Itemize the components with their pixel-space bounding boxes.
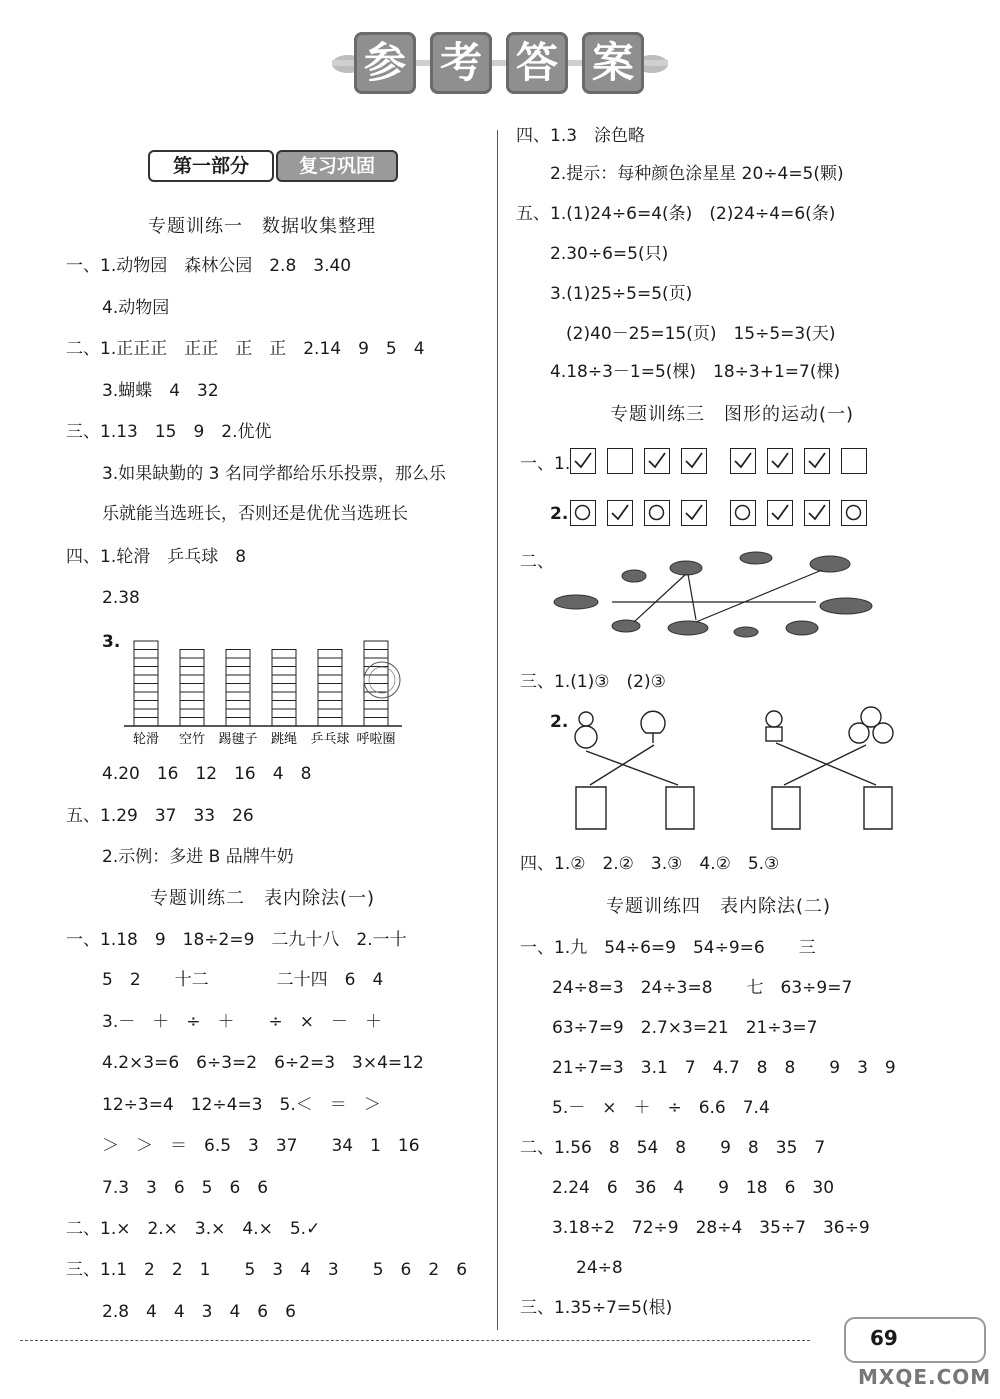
empty-box-icon bbox=[841, 448, 867, 474]
check-box-icon bbox=[804, 448, 830, 474]
bar-乒乓球 bbox=[318, 650, 342, 727]
shape-card-icon bbox=[772, 787, 800, 829]
bar-轮滑 bbox=[134, 641, 158, 726]
title-char-4: 案 bbox=[582, 32, 644, 94]
answer-line: 五、1.29 37 33 26 bbox=[66, 806, 254, 826]
check-box-icon bbox=[767, 448, 793, 474]
bird-matching-diagram bbox=[546, 540, 886, 650]
chart-number: 3. bbox=[102, 632, 121, 652]
check-box-icon bbox=[607, 500, 633, 526]
check-box-icon bbox=[570, 448, 596, 474]
part-topic-label: 复习巩固 bbox=[276, 150, 398, 182]
shape-card-icon bbox=[576, 787, 606, 829]
bar-呼啦圈 bbox=[364, 641, 388, 726]
answer-line: 二、 bbox=[520, 552, 554, 572]
circle-box-icon bbox=[644, 500, 670, 526]
bird-icon bbox=[786, 621, 818, 635]
answer-line: 4.20 16 12 16 4 8 bbox=[102, 764, 312, 784]
column-divider bbox=[497, 130, 498, 1330]
check-box-icon bbox=[681, 448, 707, 474]
answer-line: 2.24 6 36 4 9 18 6 30 bbox=[552, 1178, 835, 1198]
empty-box-icon bbox=[607, 448, 633, 474]
answer-line: 5.－ × ＋ ÷ 6.6 7.4 bbox=[552, 1098, 770, 1118]
section-heading-2: 专题训练二 表内除法(一) bbox=[150, 888, 376, 909]
tree-icon bbox=[766, 711, 782, 727]
part-label bbox=[148, 150, 398, 180]
check-box-icon bbox=[804, 500, 830, 526]
answer-line: 乐就能当选班长，否则还是优优当选班长 bbox=[102, 504, 408, 524]
answer-line: ＞ ＞ ＝ 6.5 3 37 34 1 16 bbox=[102, 1136, 420, 1156]
bird-icon bbox=[740, 552, 772, 564]
bird-icon bbox=[670, 561, 702, 575]
x-tick-label: 踢毽子 bbox=[218, 732, 258, 747]
answer-line: 四、1.3 涂色略 bbox=[516, 126, 646, 146]
answer-line: 一、1.18 9 18÷2=9 二九十八 2.一十 bbox=[66, 930, 407, 950]
answer-line: 3.18÷2 72÷9 28÷4 35÷7 36÷9 bbox=[552, 1218, 870, 1238]
answer-line: 2.38 bbox=[102, 588, 140, 608]
shape-card-icon bbox=[864, 787, 892, 829]
check-box-icon bbox=[644, 448, 670, 474]
shape-matching-diagram bbox=[566, 705, 906, 835]
answer-line: 二、1.56 8 54 8 9 8 35 7 bbox=[520, 1138, 826, 1158]
answer-line: 2. bbox=[550, 712, 569, 732]
answer-line: 24÷8 bbox=[576, 1258, 623, 1278]
answer-line: 4.动物园 bbox=[102, 298, 170, 318]
title-char-2: 考 bbox=[430, 32, 492, 94]
answer-line: 12÷3=4 12÷4=3 5.＜ ＝ ＞ bbox=[102, 1095, 381, 1115]
answer-line: 四、1.② 2.② 3.③ 4.② 5.③ bbox=[520, 854, 780, 874]
bird-icon bbox=[554, 595, 598, 609]
bar-空竹 bbox=[180, 650, 204, 727]
answer-line: 2.30÷6=5(只) bbox=[550, 244, 669, 264]
answer-line: 一、1. bbox=[520, 454, 571, 474]
answer-line: 3.如果缺勤的 3 名同学都给乐乐投票，那么乐 bbox=[102, 464, 446, 484]
answer-line: 4.18÷3－1=5(棵) 18÷3+1=7(棵) bbox=[550, 362, 841, 382]
bird-icon bbox=[734, 627, 758, 637]
answer-line: 2.提示：每种颜色涂星星 20÷4=5(颗) bbox=[550, 164, 844, 184]
x-tick-label: 空竹 bbox=[178, 732, 206, 747]
answer-line: 2. bbox=[550, 504, 569, 524]
section-heading-1: 专题训练一 数据收集整理 bbox=[148, 216, 376, 237]
x-tick-label: 呼啦圈 bbox=[356, 732, 396, 747]
part-number-label: 第一部分 bbox=[148, 150, 274, 182]
answer-line: 二、1.× 2.× 3.× 4.× 5.✓ bbox=[66, 1219, 321, 1239]
circle-box-icon bbox=[570, 500, 596, 526]
answer-line: 5 2 十二 二十四 6 4 bbox=[102, 970, 384, 990]
x-tick-label: 乒乓球 bbox=[310, 732, 350, 747]
check-box-icon bbox=[681, 500, 707, 526]
footer-dashed-line bbox=[20, 1340, 810, 1341]
x-tick-label: 轮滑 bbox=[132, 732, 160, 747]
bird-icon bbox=[810, 556, 850, 572]
circle-box-icon bbox=[730, 500, 756, 526]
answer-title-banner bbox=[330, 22, 670, 102]
answer-line: 21÷7=3 3.1 7 4.7 8 8 9 3 9 bbox=[552, 1058, 896, 1078]
bird-icon bbox=[612, 620, 640, 632]
answer-line: 五、1.(1)24÷6=4(条) (2)24÷4=6(条) bbox=[516, 204, 836, 224]
shape-card-icon bbox=[666, 787, 694, 829]
answer-line: 一、1.九 54÷6=9 54÷9=6 三 bbox=[520, 938, 816, 958]
answer-line: 24÷8=3 24÷3=8 七 63÷9=7 bbox=[552, 978, 853, 998]
answer-line: 4.2×3=6 6÷3=2 6÷2=3 3×4=12 bbox=[102, 1053, 424, 1073]
watermark-text: MXQE.COM bbox=[858, 1365, 992, 1389]
bar-跳绳 bbox=[272, 650, 296, 727]
check-box-icon bbox=[767, 500, 793, 526]
answer-line: 二、1.正正正 正正 正 正 2.14 9 5 4 bbox=[66, 339, 425, 359]
answer-line: 三、1.(1)③ (2)③ bbox=[520, 672, 666, 692]
page-number: 69 bbox=[870, 1326, 898, 1350]
answer-line: 三、1.13 15 9 2.优优 bbox=[66, 422, 272, 442]
bird-icon bbox=[820, 598, 872, 614]
x-tick-label: 跳绳 bbox=[270, 732, 298, 747]
spade-icon bbox=[641, 711, 665, 743]
answer-line: 三、1.35÷7=5(根) bbox=[520, 1298, 673, 1318]
answer-line: 3.(1)25÷5=5(页) bbox=[550, 284, 693, 304]
section-heading-4: 专题训练四 表内除法(二) bbox=[606, 896, 832, 917]
answer-line: 三、1.1 2 2 1 5 3 4 3 5 6 2 6 bbox=[66, 1260, 468, 1280]
answer-line: 四、1.轮滑 乒乓球 8 bbox=[66, 547, 247, 567]
answer-line: 63÷7=9 2.7×3=21 21÷3=7 bbox=[552, 1018, 818, 1038]
circle-box-icon bbox=[841, 500, 867, 526]
gourd-icon bbox=[579, 712, 593, 726]
bird-icon bbox=[622, 570, 646, 582]
answer-line: (2)40－25=15(页) 15÷5=3(天) bbox=[566, 324, 836, 344]
answer-line: 7.3 3 6 5 6 6 bbox=[102, 1178, 269, 1198]
bar-踢毽子 bbox=[226, 650, 250, 727]
bird-icon bbox=[668, 621, 708, 635]
answer-line: 2.8 4 4 3 4 6 6 bbox=[102, 1302, 296, 1322]
check-box-icon bbox=[730, 448, 756, 474]
title-char-1: 参 bbox=[354, 32, 416, 94]
title-char-3: 答 bbox=[506, 32, 568, 94]
answer-line: 3.－ ＋ ÷ ＋ ÷ × － ＋ bbox=[102, 1012, 382, 1032]
section-heading-3: 专题训练三 图形的运动(一) bbox=[610, 404, 855, 425]
answer-line: 2.示例：多进 B 品牌牛奶 bbox=[102, 847, 294, 867]
answer-line: 一、1.动物园 森林公园 2.8 3.40 bbox=[66, 256, 352, 276]
bar-chart bbox=[120, 620, 410, 750]
answer-line: 3.蝴蝶 4 32 bbox=[102, 381, 219, 401]
